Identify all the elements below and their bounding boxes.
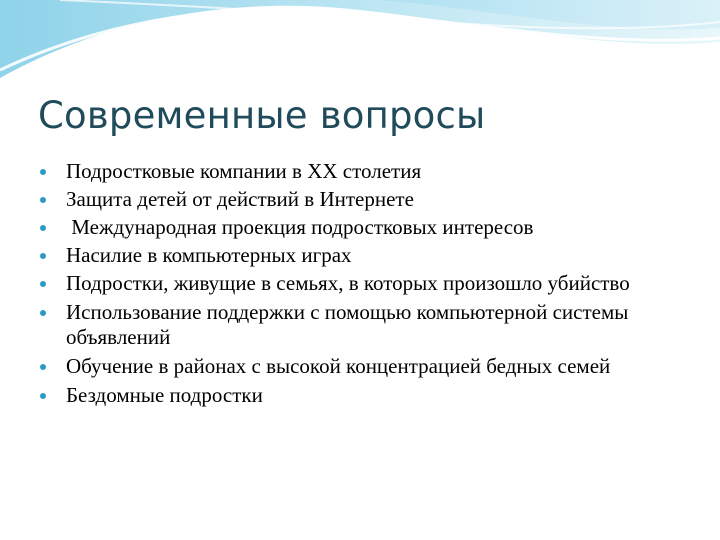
bullet-item (40, 157, 680, 185)
bullet-text: Подростковые компании в XX столетия (66, 159, 422, 183)
bullet-text: Международная проекция подростковых интересов (66, 215, 534, 239)
bullet-text: Защита детей от действий в Интернете (66, 187, 414, 211)
bullet-dot-icon (40, 364, 46, 370)
bullet-item (40, 352, 680, 381)
bullet-item (40, 185, 680, 213)
bullet-item (40, 381, 680, 409)
bullet-item (40, 298, 680, 352)
bullet-item (40, 241, 680, 269)
bullet-item (40, 213, 680, 241)
bullet-dot-icon (40, 225, 46, 231)
decorative-wave-header (0, 0, 720, 90)
bullet-dot-icon (40, 197, 46, 203)
bullet-dot-icon (40, 169, 46, 175)
bullet-text: Бездомные подростки (66, 383, 263, 407)
bullet-dot-icon (40, 281, 46, 287)
bullet-text: Обучение в районах с высокой концентрацией бедных семей (66, 354, 611, 378)
bullet-dot-icon (40, 310, 46, 316)
bullet-list (40, 157, 680, 409)
bullet-text: Подростки, живущие в семьях, в которых произошло убийство (66, 271, 630, 295)
bullet-dot-icon (40, 393, 46, 399)
slide-title: Современные вопросы (38, 94, 486, 137)
bullet-dot-icon (40, 253, 46, 259)
bullet-text: Использование поддержки с помощью компьютерной системы объявлений (66, 300, 629, 349)
bullet-item (40, 269, 680, 298)
bullet-text: Насилие в компьютерных играх (66, 243, 352, 267)
